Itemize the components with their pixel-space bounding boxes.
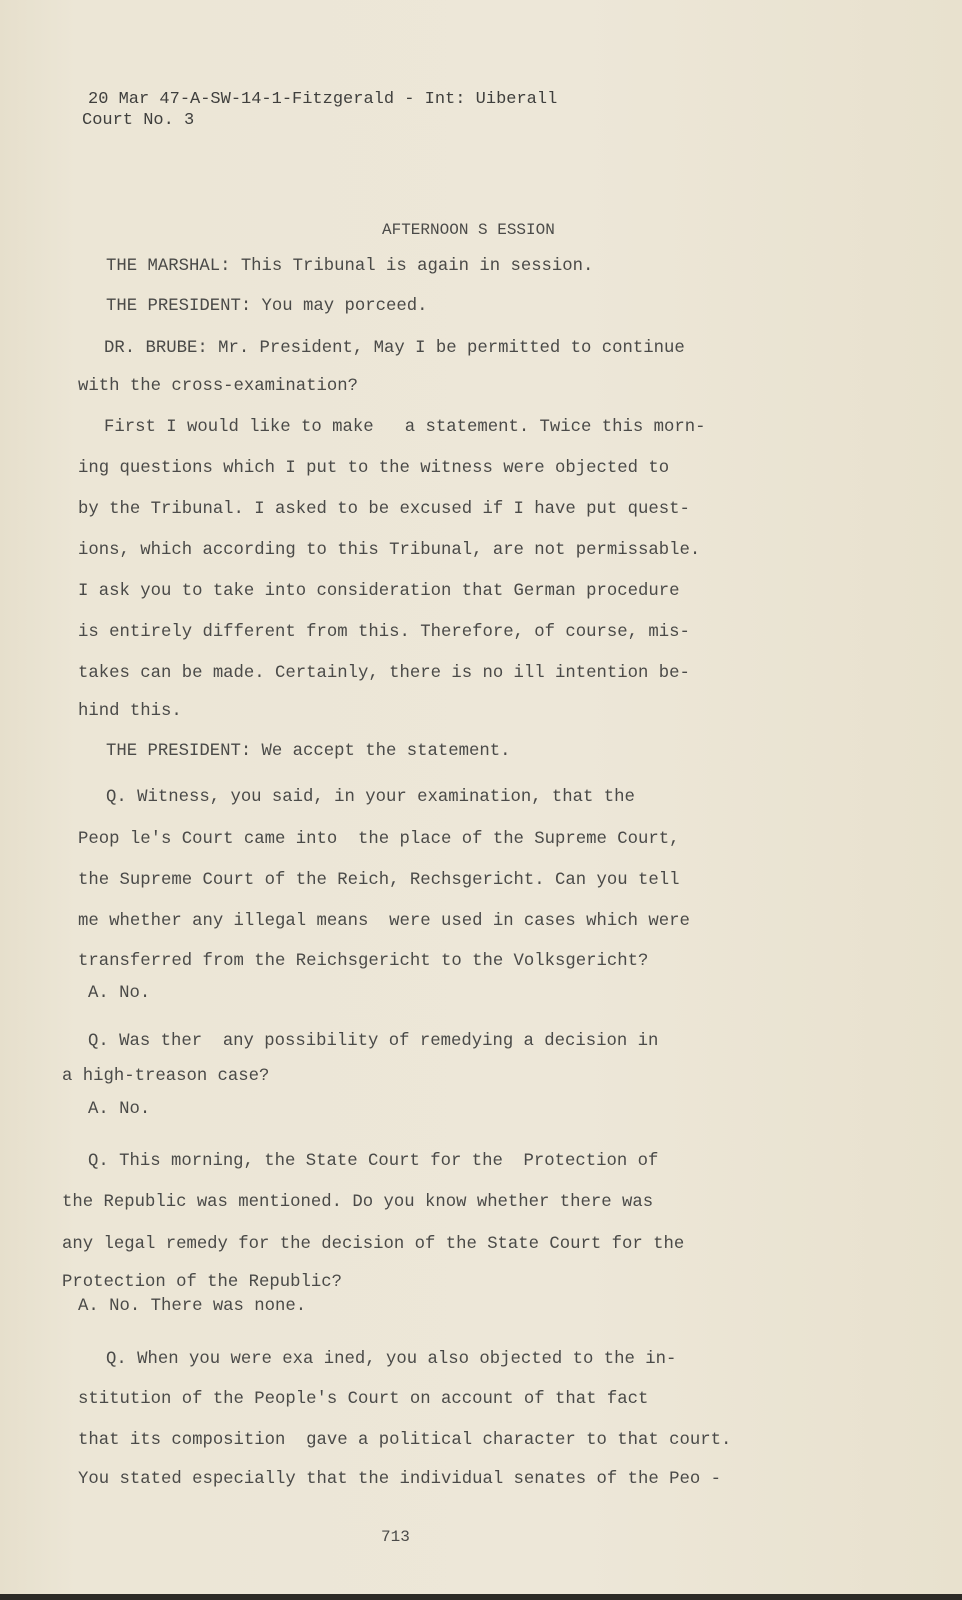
text-line: A. No. There was none. (78, 1297, 307, 1316)
text-line: the Republic was mentioned. Do you know whether there was (62, 1193, 654, 1212)
text-line: that its composition gave a political character to that court. (78, 1431, 732, 1450)
text-line: ions, which according to this Tribunal, are not permissable. (78, 541, 701, 560)
text-line: THE MARSHAL: This Tribunal is again in session. (106, 257, 594, 276)
text-line: A. No. (88, 1100, 151, 1119)
text-line: any legal remedy for the decision of the State Court for the (62, 1235, 685, 1254)
text-line: stitution of the People's Court on account of that fact (78, 1390, 649, 1409)
text-line: Q. This morning, the State Court for the Protection of (88, 1152, 659, 1171)
text-line: A. No. (88, 984, 151, 1003)
session-title: AFTERNOON S ESSION (382, 221, 555, 239)
text-line: hind this. (78, 702, 182, 721)
page-number: 713 (381, 1528, 410, 1546)
text-line: a high-treason case? (62, 1067, 270, 1086)
text-line: is entirely different from this. Therefore, of course, mis- (78, 623, 690, 642)
text-line: transferred from the Reichsgericht to the Volksgericht? (78, 952, 649, 971)
text-line: DR. BRUBE: Mr. President, May I be permitted to continue (104, 339, 685, 358)
header-line-1: 20 Mar 47-A-SW-14-1-Fitzgerald - Int: Uiberall (88, 90, 558, 109)
text-line: the Supreme Court of the Reich, Rechsgericht. Can you tell (78, 871, 680, 890)
header-line-2: Court No. 3 (82, 111, 195, 130)
text-line: ing questions which I put to the witness were objected to (78, 459, 670, 478)
text-line: Q. Was ther any possibility of remedying a decision in (88, 1032, 659, 1051)
text-line: by the Tribunal. I asked to be excused if I have put quest- (78, 500, 690, 519)
text-line: with the cross-examination? (78, 377, 359, 396)
text-line: THE PRESIDENT: We accept the statement. (106, 742, 511, 761)
text-line: Q. Witness, you said, in your examination, that the (106, 788, 635, 807)
text-line: Protection of the Republic? (62, 1273, 343, 1292)
text-line: Q. When you were exa ined, you also objected to the in- (106, 1350, 677, 1369)
text-line: First I would like to make a statement. Twice this morn- (104, 418, 706, 437)
text-line: THE PRESIDENT: You may porceed. (106, 297, 428, 316)
page-bottom-edge (0, 1594, 962, 1600)
text-line: takes can be made. Certainly, there is no ill intention be- (78, 664, 690, 683)
text-line: me whether any illegal means were used in cases which were (78, 912, 690, 931)
text-line: I ask you to take into consideration that German procedure (78, 582, 680, 601)
text-line: You stated especially that the individual senates of the Peo - (78, 1470, 721, 1489)
text-line: Peop le's Court came into the place of the Supreme Court, (78, 830, 680, 849)
